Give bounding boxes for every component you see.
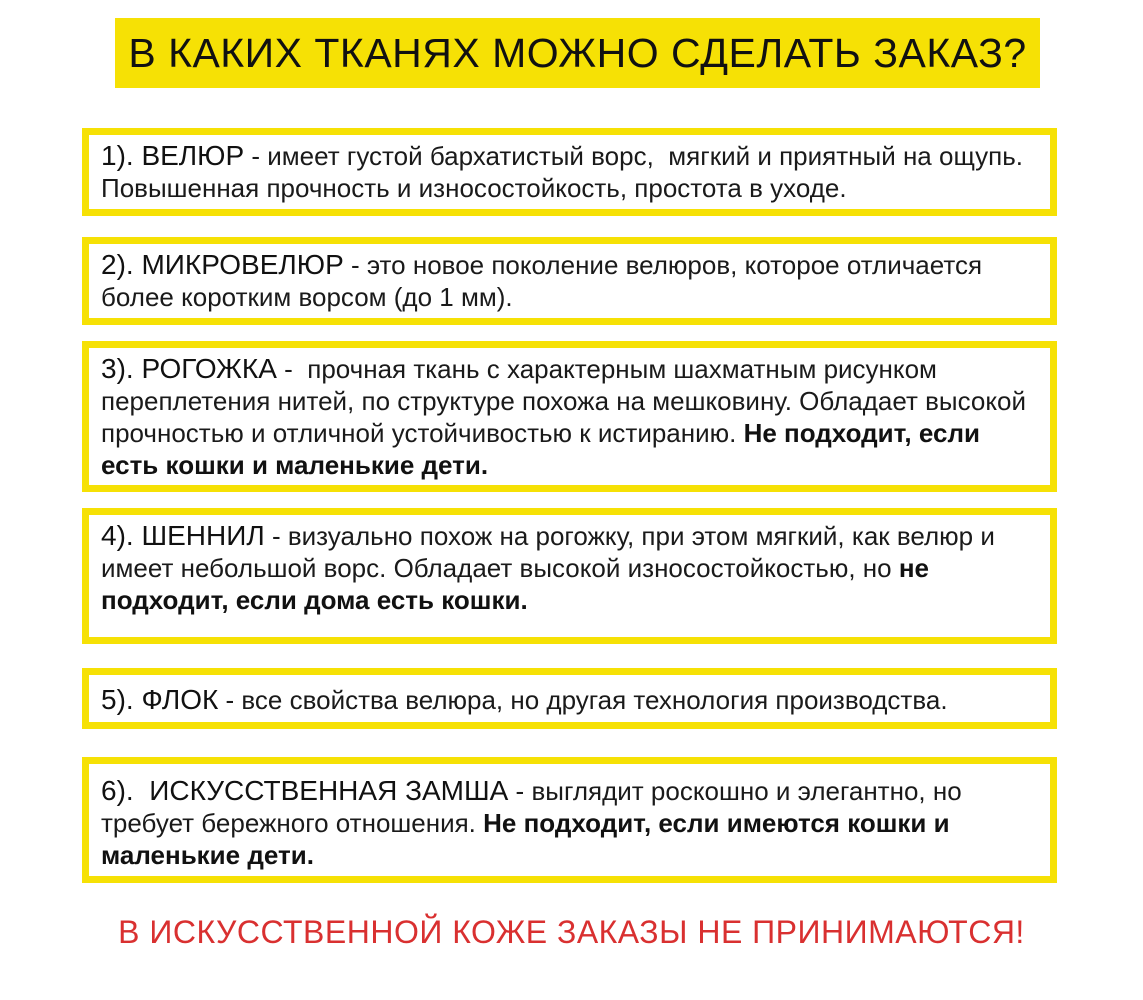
title-banner	[115, 18, 1040, 88]
fabric-description: все свойства велюра, но другая технология производства.	[241, 685, 948, 715]
fabric-description: визуально похож на рогожку, при этом мягкий, как велюр и имеет небольшой ворс. Обладает высокой износостойкостью, но	[101, 521, 1003, 584]
fabric-description: прочная ткань с характерным шахматным рисунком переплетения нитей, по структуре похожа на мешковину. Обладает высокой прочностью и отличной устойчивостью к истиранию.	[101, 354, 1034, 448]
fabric-card-microvelour	[82, 237, 1057, 325]
page-title: В КАКИХ ТКАНЯХ МОЖНО СДЕЛАТЬ ЗАКАЗ?	[128, 29, 1027, 76]
fabric-warning: Не подходит, если есть кошки и маленькие дети.	[101, 417, 988, 480]
fabric-dash: -	[343, 250, 367, 280]
fabric-name: 2). МИКРОВЕЛЮР	[101, 249, 344, 280]
fabric-dash: -	[218, 685, 242, 715]
fabric-card-flock	[82, 668, 1057, 729]
fabric-text	[101, 683, 1038, 717]
fabric-text	[101, 519, 1038, 617]
fabric-dash: -	[264, 521, 288, 551]
fabric-name: 6). ИСКУССТВЕННАЯ ЗАМША	[101, 775, 509, 806]
footer-notice: В ИСКУССТВЕННОЙ КОЖЕ ЗАКАЗЫ НЕ ПРИНИМАЮТСЯ!	[118, 914, 1025, 950]
fabric-warning: не подходит, если дома есть кошки.	[101, 553, 937, 615]
fabric-card-rogozhka	[82, 341, 1057, 492]
fabric-card-faux-suede	[82, 757, 1057, 883]
fabric-description: это новое поколение велюров, которое отличается более коротким ворсом (до 1 мм).	[101, 250, 990, 313]
fabric-text	[101, 139, 1038, 205]
fabric-name: 1). ВЕЛЮР	[101, 140, 245, 171]
fabric-name: 5). ФЛОК	[101, 684, 219, 715]
fabric-dash: -	[508, 776, 532, 806]
fabric-dash: -	[276, 354, 308, 384]
fabric-text	[101, 248, 1038, 314]
fabric-text	[101, 352, 1038, 481]
fabric-name: 4). ШЕННИЛ	[101, 520, 265, 551]
fabric-card-chenille	[82, 508, 1057, 644]
fabric-description: имеет густой бархатистый ворс, мягкий и приятный на ощупь. Повышенная прочность и износостойкость, простота в уходе.	[101, 141, 1031, 204]
fabric-description: выглядит роскошно и элегантно, но требует бережного отношения.	[101, 776, 969, 839]
fabric-card-velour	[82, 128, 1057, 216]
fabric-dash: -	[244, 141, 268, 171]
fabric-name: 3). РОГОЖКА	[101, 353, 277, 384]
fabric-warning: Не подходит, если имеются кошки и маленькие дети.	[101, 808, 957, 870]
fabric-text	[101, 774, 1038, 872]
